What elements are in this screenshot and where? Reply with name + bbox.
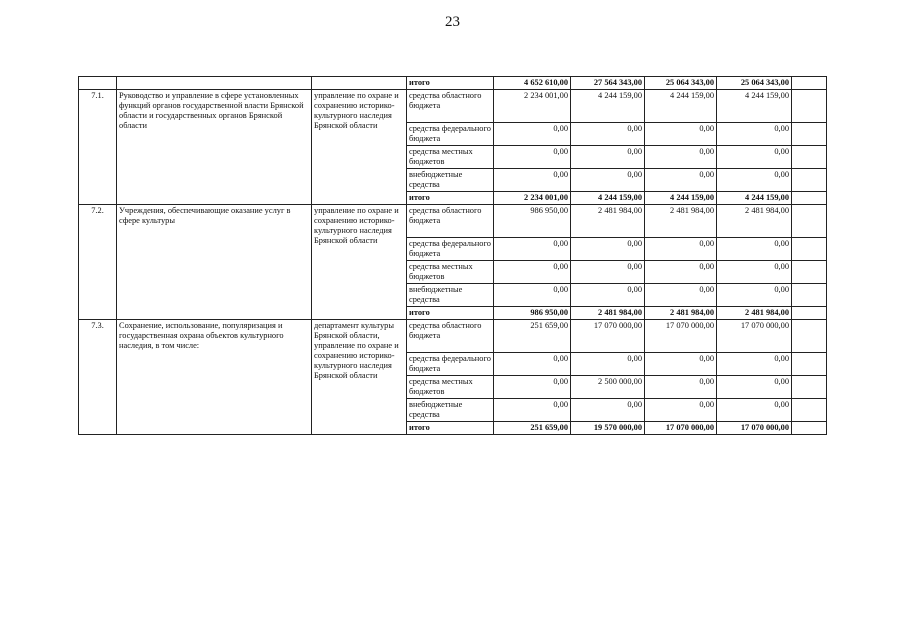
funding-source: внебюджетные средства: [407, 399, 494, 422]
amount-cell: 0,00: [645, 399, 717, 422]
amount-cell: 0,00: [571, 261, 645, 284]
amount-cell: 0,00: [717, 376, 792, 399]
empty-cell: [792, 192, 827, 205]
funding-source: средства федерального бюджета: [407, 123, 494, 146]
amount-cell: 0,00: [645, 353, 717, 376]
amount-cell: 0,00: [494, 261, 571, 284]
page-number: 23: [445, 14, 460, 30]
amount-cell: 2 500 000,00: [571, 376, 645, 399]
amount-cell: 0,00: [645, 146, 717, 169]
empty-cell: [792, 307, 827, 320]
empty-cell: [792, 77, 827, 90]
amount-cell: 0,00: [645, 123, 717, 146]
amount-cell: 4 652 610,00: [494, 77, 571, 90]
amount-cell: 2 481 984,00: [645, 307, 717, 320]
funding-source: средства федерального бюджета: [407, 238, 494, 261]
amount-cell: 0,00: [494, 399, 571, 422]
amount-cell: 0,00: [645, 261, 717, 284]
empty-cell: [792, 146, 827, 169]
funding-source: средства областного бюджета: [407, 320, 494, 353]
amount-cell: 2 481 984,00: [645, 205, 717, 238]
empty-cell: [792, 353, 827, 376]
amount-cell: 4 244 159,00: [571, 90, 645, 123]
funding-source: итого: [407, 422, 494, 435]
empty-cell: [792, 422, 827, 435]
empty-cell: [312, 77, 407, 90]
funding-source: итого: [407, 77, 494, 90]
funding-source: средства областного бюджета: [407, 90, 494, 123]
empty-cell: [792, 238, 827, 261]
amount-cell: 25 064 343,00: [645, 77, 717, 90]
amount-cell: 0,00: [717, 238, 792, 261]
amount-cell: 0,00: [645, 376, 717, 399]
amount-cell: 2 481 984,00: [571, 307, 645, 320]
funding-source: итого: [407, 192, 494, 205]
amount-cell: 0,00: [645, 169, 717, 192]
amount-cell: 0,00: [571, 146, 645, 169]
funding-source: средства местных бюджетов: [407, 376, 494, 399]
amount-cell: 0,00: [717, 353, 792, 376]
amount-cell: 27 564 343,00: [571, 77, 645, 90]
amount-cell: 0,00: [645, 284, 717, 307]
empty-cell: [792, 169, 827, 192]
amount-cell: 2 234 001,00: [494, 90, 571, 123]
section-executor: управление по охране и сохранению историко-культурного наследия Брянской области: [312, 90, 407, 205]
amount-cell: 17 070 000,00: [645, 320, 717, 353]
amount-cell: 17 070 000,00: [645, 422, 717, 435]
table-row: [79, 90, 827, 123]
amount-cell: 0,00: [717, 146, 792, 169]
table-row: [79, 77, 827, 90]
amount-cell: 986 950,00: [494, 205, 571, 238]
amount-cell: 4 244 159,00: [571, 192, 645, 205]
funding-source: средства местных бюджетов: [407, 261, 494, 284]
amount-cell: 0,00: [717, 399, 792, 422]
amount-cell: 4 244 159,00: [717, 192, 792, 205]
empty-cell: [792, 205, 827, 238]
amount-cell: 0,00: [717, 123, 792, 146]
amount-cell: 0,00: [494, 123, 571, 146]
amount-cell: 2 234 001,00: [494, 192, 571, 205]
budget-table: [78, 76, 827, 435]
amount-cell: 0,00: [571, 284, 645, 307]
funding-source: внебюджетные средства: [407, 284, 494, 307]
amount-cell: 4 244 159,00: [645, 90, 717, 123]
table-row: [79, 205, 827, 238]
amount-cell: 0,00: [571, 123, 645, 146]
section-number: 7.2.: [79, 205, 117, 320]
amount-cell: 0,00: [571, 238, 645, 261]
section-name: Руководство и управление в сфере установленных функций органов государственной власти Брянской области и государственных органов Брянской области: [117, 90, 312, 205]
empty-cell: [792, 261, 827, 284]
section-executor: департамент культуры Брянской области, управление по охране и сохранению историко-культурного наследия Брянской области: [312, 320, 407, 435]
amount-cell: 251 659,00: [494, 422, 571, 435]
funding-source: внебюджетные средства: [407, 169, 494, 192]
funding-source: средства федерального бюджета: [407, 353, 494, 376]
amount-cell: 0,00: [717, 169, 792, 192]
empty-cell: [792, 399, 827, 422]
empty-cell: [792, 123, 827, 146]
amount-cell: 251 659,00: [494, 320, 571, 353]
empty-cell: [792, 376, 827, 399]
empty-cell: [79, 77, 117, 90]
empty-cell: [792, 320, 827, 353]
amount-cell: 19 570 000,00: [571, 422, 645, 435]
amount-cell: 17 070 000,00: [571, 320, 645, 353]
amount-cell: 0,00: [494, 284, 571, 307]
amount-cell: 0,00: [571, 169, 645, 192]
table-row: [79, 320, 827, 353]
amount-cell: 4 244 159,00: [717, 90, 792, 123]
section-number: 7.3.: [79, 320, 117, 435]
empty-cell: [117, 77, 312, 90]
funding-source: средства областного бюджета: [407, 205, 494, 238]
amount-cell: 0,00: [494, 169, 571, 192]
funding-source: средства местных бюджетов: [407, 146, 494, 169]
section-executor: управление по охране и сохранению историко-культурного наследия Брянской области: [312, 205, 407, 320]
section-number: 7.1.: [79, 90, 117, 205]
amount-cell: 986 950,00: [494, 307, 571, 320]
amount-cell: 2 481 984,00: [717, 205, 792, 238]
empty-cell: [792, 284, 827, 307]
amount-cell: 0,00: [645, 238, 717, 261]
amount-cell: 0,00: [494, 146, 571, 169]
amount-cell: 0,00: [494, 376, 571, 399]
amount-cell: 0,00: [494, 238, 571, 261]
amount-cell: 2 481 984,00: [571, 205, 645, 238]
amount-cell: 0,00: [717, 261, 792, 284]
amount-cell: 4 244 159,00: [645, 192, 717, 205]
amount-cell: 0,00: [571, 353, 645, 376]
section-name: Сохранение, использование, популяризация и государственная охрана объектов культурного наследия, в том числе:: [117, 320, 312, 435]
amount-cell: 17 070 000,00: [717, 320, 792, 353]
section-name: Учреждения, обеспечивающие оказание услуг в сфере культуры: [117, 205, 312, 320]
empty-cell: [792, 90, 827, 123]
amount-cell: 0,00: [494, 353, 571, 376]
amount-cell: 0,00: [717, 284, 792, 307]
funding-source: итого: [407, 307, 494, 320]
amount-cell: 25 064 343,00: [717, 77, 792, 90]
amount-cell: 2 481 984,00: [717, 307, 792, 320]
amount-cell: 17 070 000,00: [717, 422, 792, 435]
amount-cell: 0,00: [571, 399, 645, 422]
